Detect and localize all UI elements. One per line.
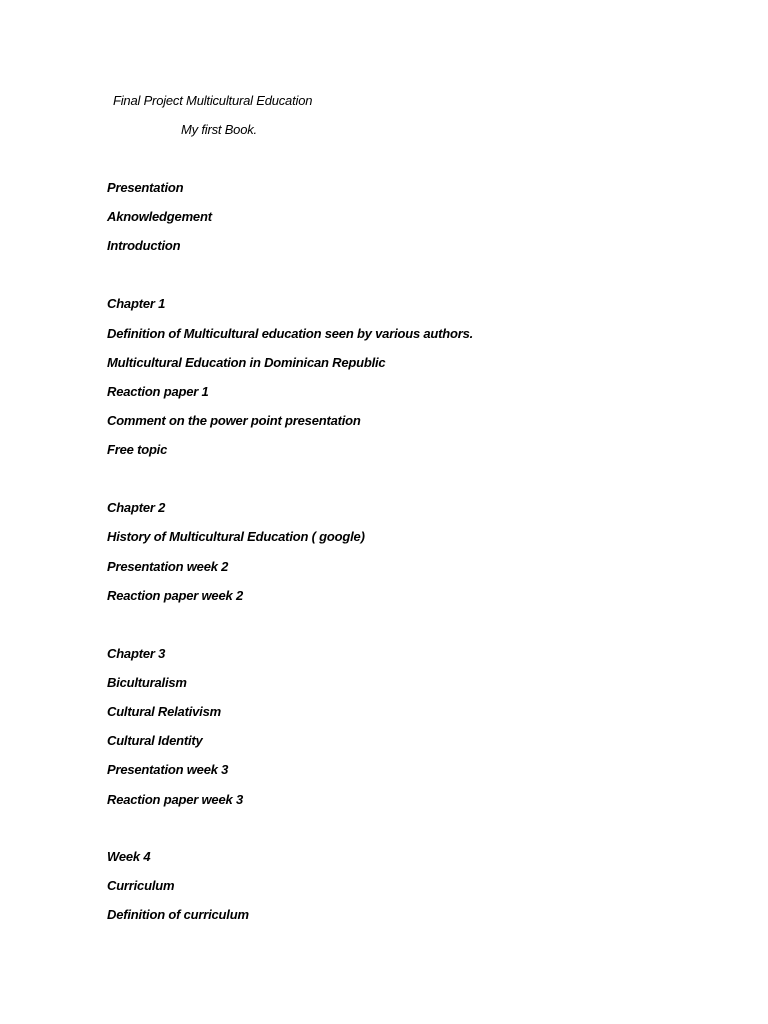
chapter-3-heading: Chapter 3	[107, 646, 166, 661]
chapter-3-item: Biculturalism	[107, 675, 187, 690]
chapter-1-heading: Chapter 1	[107, 296, 166, 311]
chapter-2-item: Presentation week 2	[107, 559, 229, 574]
chapter-2-item: History of Multicultural Education ( google)	[107, 529, 365, 544]
chapter-1-item: Comment on the power point presentation	[107, 413, 361, 428]
front-matter-item: Presentation	[107, 180, 184, 195]
chapter-1-item: Reaction paper 1	[107, 384, 209, 399]
chapter-1-item: Definition of Multicultural education seen by various authors.	[107, 326, 474, 341]
chapter-2-item: Reaction paper week 2	[107, 588, 243, 603]
chapter-3-item: Cultural Relativism	[107, 704, 221, 719]
week-4-heading: Week 4	[107, 849, 151, 864]
week-4-item: Definition of curriculum	[107, 907, 249, 922]
document-subtitle: My first Book.	[181, 122, 257, 137]
chapter-3-item: Cultural Identity	[107, 733, 203, 748]
chapter-1-item: Free topic	[107, 442, 168, 457]
front-matter-item: Introduction	[107, 238, 181, 253]
chapter-3-item: Reaction paper week 3	[107, 792, 243, 807]
week-4-item: Curriculum	[107, 878, 175, 893]
front-matter-item: Aknowledgement	[107, 209, 212, 224]
document-title: Final Project Multicultural Education	[113, 93, 313, 108]
chapter-3-item: Presentation week 3	[107, 762, 229, 777]
chapter-2-heading: Chapter 2	[107, 500, 166, 515]
chapter-1-item: Multicultural Education in Dominican Republic	[107, 355, 386, 370]
